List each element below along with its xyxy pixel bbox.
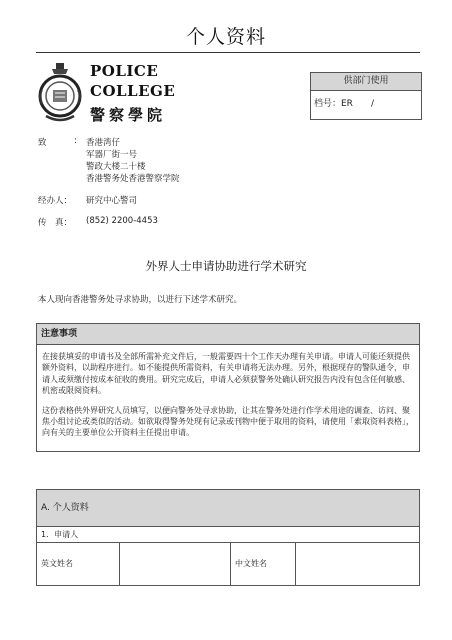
address-line: 军器厂街一号 — [86, 150, 138, 160]
address-line: 香港湾仔 — [86, 138, 121, 148]
form-subject: 外界人士申请协助进行学术研究 — [145, 259, 307, 273]
handler-value: 研究中心警司 — [86, 196, 138, 206]
title-divider — [36, 52, 420, 53]
police-college-logo — [36, 60, 206, 128]
applicant-subheading: 1．申请人 — [37, 527, 419, 543]
chinese-name-label: 中文姓名 — [231, 543, 296, 585]
fax-value: (852) 2200-4453 — [86, 216, 158, 226]
to-colon: : — [74, 136, 77, 146]
recipient-block — [38, 136, 298, 196]
office-use-heading: 供部门使用 — [311, 73, 421, 91]
notes-heading: 注意事项 — [37, 324, 419, 345]
police-crest-icon — [36, 60, 84, 126]
fax-row — [38, 216, 298, 230]
logo-text-college: COLLEGE — [90, 82, 176, 100]
section-a-heading: A. 个人资料 — [37, 490, 419, 527]
page-title: 个人资料 — [185, 26, 266, 48]
logo-text-police: POLICE — [90, 62, 159, 80]
fax-label: 传 真： — [38, 218, 73, 228]
english-name-label: 英文姓名 — [37, 543, 120, 585]
english-name-field[interactable] — [120, 543, 231, 585]
address-line: 香港警务处香港警察学院 — [86, 174, 180, 184]
name-row — [37, 543, 419, 585]
notes-paragraph: 在接获填妥的申请书及全部所需补充文件后，一般需要四十个工作天办理有关申请。申请人可能还须提供额外资料，以助程序进行。如不能提供所需资料，有关申请将无法办理。另外，根据现存的警队通令，申请人或须缴付按成本征收的费用。研究完成后，申请人必须获警务处确认研究报告内没有包含任何敏感、机密或限阅资料。 — [42, 352, 410, 396]
notes-box — [36, 323, 420, 452]
file-reference-field[interactable]: 档号：ER / — [314, 99, 374, 109]
logo-text-chinese: 警察學院 — [90, 106, 167, 124]
notes-paragraph: 这份表格供外界研究人员填写，以便向警务处寻求协助，让其在警务处进行作学术用途的调查、访问、聚焦小组讨论或类似的活动。如欲取得警务处现有记录或刊物中便于取用的资料，请使用「索取资料表格」，向有关的主要单位公开资料主任提出申请。 — [42, 405, 414, 438]
address-line: 警政大楼二十楼 — [86, 162, 146, 172]
section-a-personal-info — [36, 489, 420, 586]
intro-statement: 本人现向香港警务处寻求协助，以进行下述学术研究。 — [38, 295, 243, 305]
office-use-box — [310, 72, 422, 120]
chinese-name-field[interactable] — [296, 543, 419, 585]
handler-row — [38, 194, 298, 208]
handler-label: 经办人： — [38, 196, 73, 206]
to-label: 致 — [38, 138, 47, 148]
